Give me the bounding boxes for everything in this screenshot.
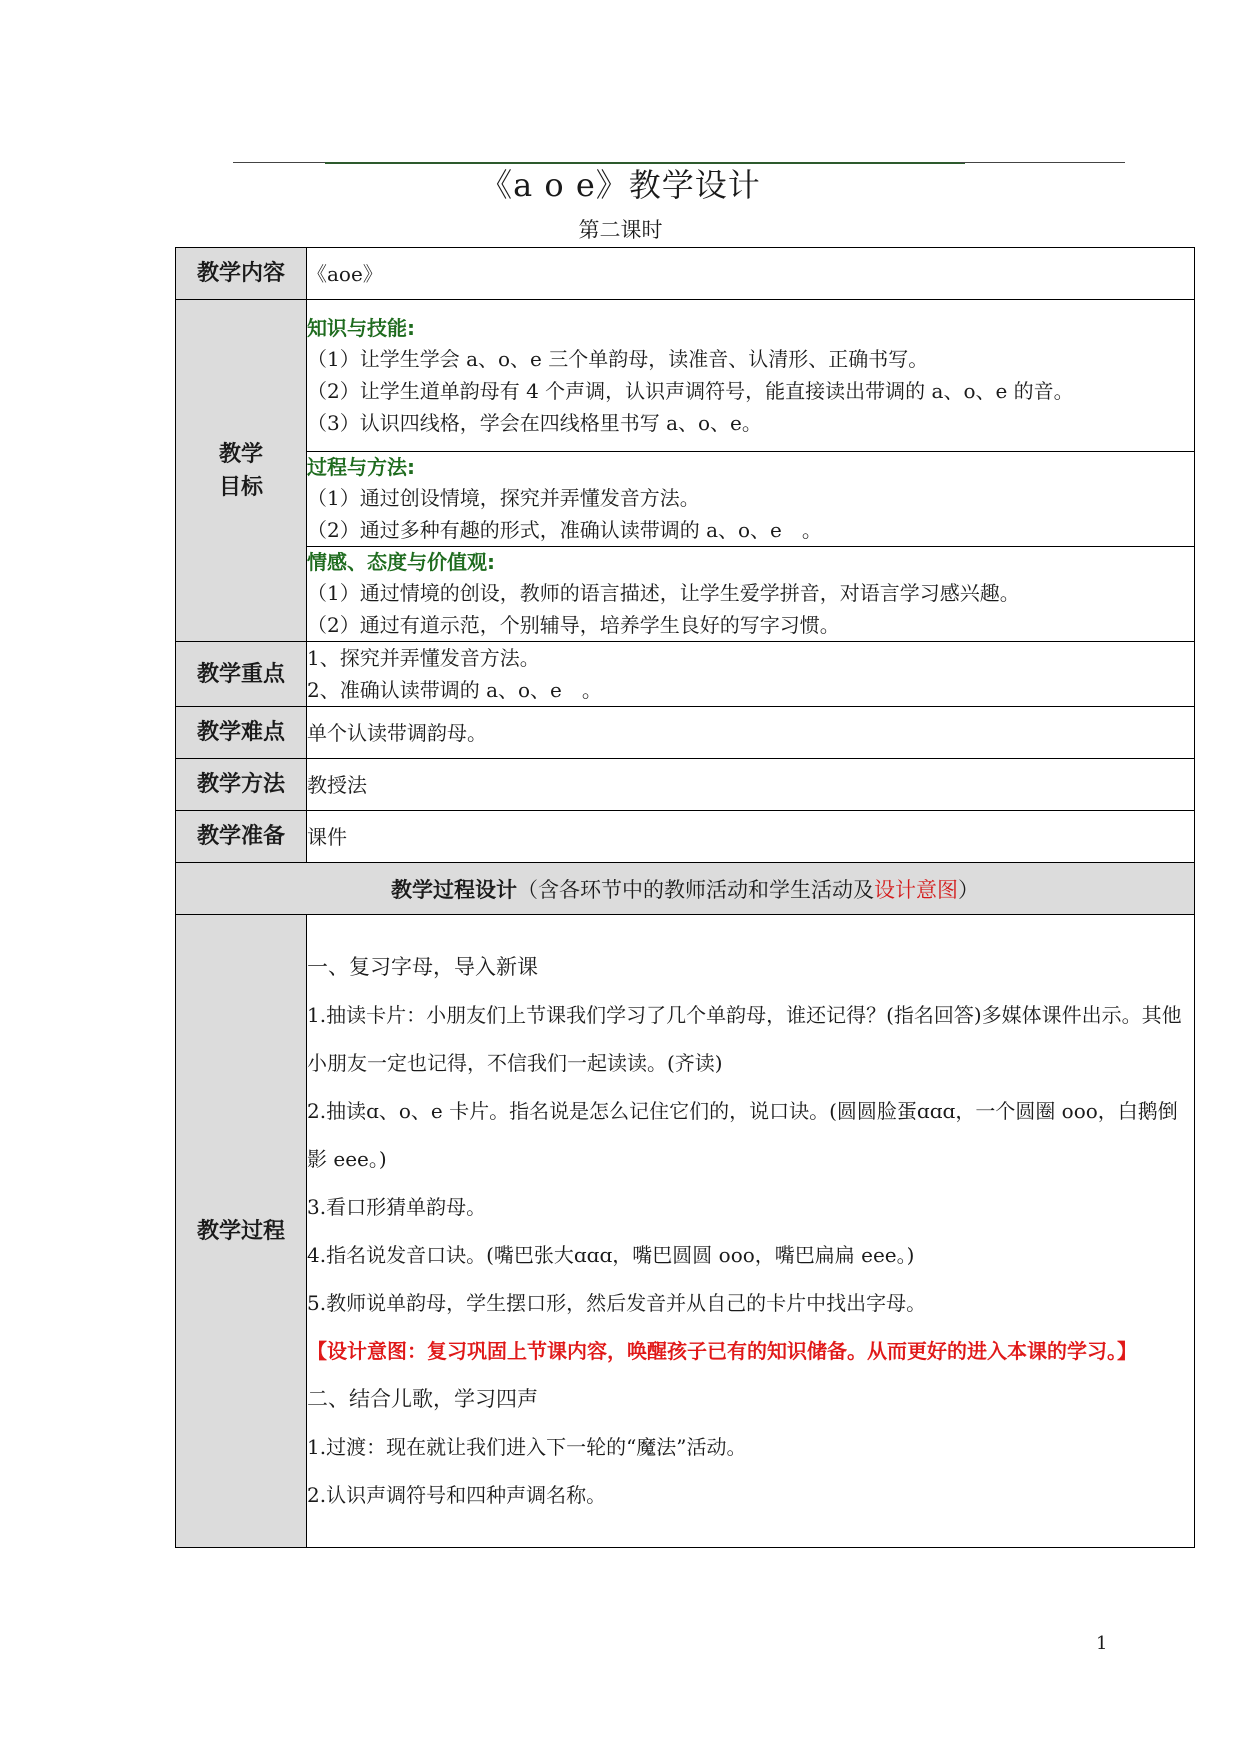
process-content xyxy=(307,915,1195,1548)
row-goals-emotion xyxy=(176,547,1195,642)
key-points xyxy=(307,642,1195,707)
value-content: 《aoe》 xyxy=(307,248,1195,300)
key-point-line: 1、探究并弄懂发音方法。 xyxy=(307,646,540,670)
design-intent-note: 【设计意图：复习巩固上节课内容，唤醒孩子已有的知识储备。从而更好的进入本课的学习。】 xyxy=(307,1339,1137,1363)
knowledge-line: （3）认识四线格，学会在四线格里书写 a、o、e。 xyxy=(307,410,762,435)
process-step: 4.指名说发音口诀。(嘴巴张大ɑɑɑ，嘴巴圆圆 ooo，嘴巴扁扁 eee。) xyxy=(307,1243,915,1267)
goals-emotion xyxy=(307,547,1195,642)
goals-knowledge xyxy=(307,300,1195,452)
value-difficulty: 单个认读带调韵母。 xyxy=(307,707,1195,759)
label-prep: 教学准备 xyxy=(176,811,307,863)
label-method: 教学方法 xyxy=(176,759,307,811)
design-header-text: （含各环节中的教师活动和学生活动及 xyxy=(517,877,874,902)
process-step: 1.过渡：现在就让我们进入下一轮的“魔法”活动。 xyxy=(307,1435,747,1459)
row-goals-knowledge xyxy=(176,300,1195,452)
process-step: 5.教师说单韵母，学生摆口形，然后发音并从自己的卡片中找出字母。 xyxy=(307,1291,927,1315)
label-difficulty: 教学难点 xyxy=(176,707,307,759)
row-difficulty xyxy=(176,707,1195,759)
label-content: 教学内容 xyxy=(176,248,307,300)
page-title: 《a o e》教学设计 xyxy=(480,166,761,204)
label-process: 教学过程 xyxy=(176,915,307,1548)
process-step: 3.看口形猜单韵母。 xyxy=(307,1195,487,1219)
process-step: 2.认识声调符号和四种声调名称。 xyxy=(307,1483,607,1507)
label-key-points: 教学重点 xyxy=(176,642,307,707)
emotion-line: （1）通过情境的创设，教师的语言描述，让学生爱学拼音，对语言学习感兴趣。 xyxy=(307,581,1020,605)
emotion-line: （2）通过有道示范，个别辅导，培养学生良好的写字习惯。 xyxy=(307,613,840,637)
page-subtitle: 第二课时 xyxy=(578,218,663,242)
row-process xyxy=(176,915,1195,1548)
label-goals xyxy=(176,300,307,642)
process-method-line: （1）通过创设情境，探究并弄懂发音方法。 xyxy=(307,486,700,510)
design-header-bold: 教学过程设计 xyxy=(391,877,517,902)
process-method-line: （2）通过多种有趣的形式，准确认读带调的 a、o、e 。 xyxy=(307,518,822,542)
process-section-2: 二、结合儿歌，学习四声 xyxy=(307,1387,538,1411)
row-prep xyxy=(176,811,1195,863)
key-point-line: 2、准确认读带调的 a、o、e 。 xyxy=(307,678,602,702)
row-content xyxy=(176,248,1195,300)
knowledge-heading: 知识与技能: xyxy=(307,315,415,340)
knowledge-line: （2）让学生道单韵母有 4 个声调，认识声调符号，能直接读出带调的 a、o、e 的音。 xyxy=(307,378,1074,403)
process-step: 1.抽读卡片：小朋友们上节课我们学习了几个单韵母，谁还记得？(指名回答)多媒体课件出示。其他小朋友一定也记得，不信我们一起读读。(齐读) xyxy=(307,1003,1182,1075)
process-method-heading: 过程与方法: xyxy=(307,455,415,479)
row-key-points xyxy=(176,642,1195,707)
row-goals-process xyxy=(176,452,1195,547)
design-header-intent: 设计意图 xyxy=(874,877,958,902)
process-step: 2.抽读ɑ、o、e 卡片。指名说是怎么记住它们的，说口诀。(圆圆脸蛋ɑɑɑ，一个圆圈 ooo，白鹅倒影 eee。) xyxy=(307,1099,1178,1171)
knowledge-line: （1）让学生学会 a、o、e 三个单韵母，读准音、认清形、正确书写。 xyxy=(307,346,929,371)
label-goals-line1: 教学 xyxy=(218,441,263,467)
value-method: 教授法 xyxy=(307,759,1195,811)
row-design-header xyxy=(176,863,1195,915)
process-section-1: 一、复习字母，导入新课 xyxy=(307,955,538,979)
row-method xyxy=(176,759,1195,811)
design-header xyxy=(176,863,1195,915)
value-prep: 课件 xyxy=(307,811,1195,863)
lesson-plan-table xyxy=(175,247,1195,1548)
label-goals-line2: 目标 xyxy=(218,474,263,500)
page-number: 1 xyxy=(1096,1633,1108,1654)
design-header-close: ） xyxy=(958,877,979,902)
goals-process-method xyxy=(307,452,1195,547)
emotion-heading: 情感、态度与价值观: xyxy=(307,550,495,574)
